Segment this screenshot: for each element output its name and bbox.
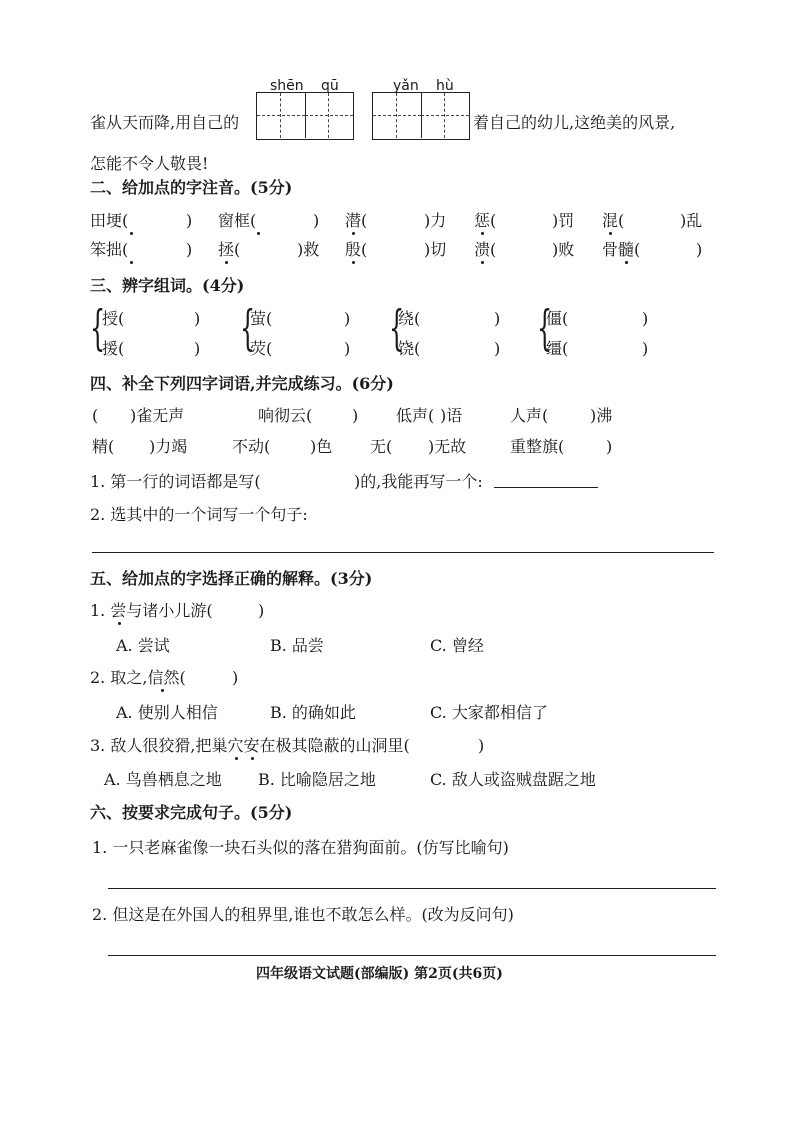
- paren-close: )切: [424, 240, 447, 259]
- word-qianli: 潜(: [345, 211, 368, 230]
- sec5-q3: 3. 敌人很狡猾,把巢穴安在极其隐蔽的山洞里(: [90, 736, 410, 755]
- paren-close: ): [186, 240, 193, 259]
- pinyin-shen: shēn: [270, 78, 304, 94]
- option-a[interactable]: A. 使别人相信: [116, 703, 218, 722]
- char-rao: 绕(: [398, 309, 421, 328]
- idiom-part: )语: [440, 406, 463, 425]
- emphasis-dot: [481, 261, 484, 264]
- option-a[interactable]: A. 鸟兽栖息之地: [104, 770, 222, 789]
- paren-close: ): [352, 406, 359, 425]
- emphasis-dot: [225, 261, 228, 264]
- emphasis-dot: [625, 261, 628, 264]
- char-ying-glow: 荧(: [250, 339, 273, 358]
- emphasis-dot: [161, 689, 164, 692]
- paren-open: (: [92, 406, 99, 425]
- emphasis-dot: [251, 757, 254, 760]
- option-c[interactable]: C. 大家都相信了: [430, 703, 548, 722]
- word-zhengjiu: 拯(: [218, 240, 241, 259]
- sec5-q2: 2. 取之,信然(: [90, 668, 186, 687]
- idiom-part: 响彻云(: [258, 406, 313, 425]
- char-jiang: 僵(: [546, 309, 569, 328]
- page-footer: 四年级语文试题(部编版) 第2页(共6页): [256, 966, 503, 982]
- q1-line-before: 雀从天而降,用自己的: [90, 113, 240, 132]
- sec6-q1: 1. 一只老麻雀像一块石头似的落在猎狗面前。(仿写比喻句): [92, 838, 509, 857]
- brace: {: [90, 300, 106, 356]
- emphasis-dot: [481, 232, 484, 235]
- option-c[interactable]: C. 曾经: [430, 636, 484, 655]
- paren-close: ): [194, 339, 201, 358]
- word-kuibai: 溃(: [474, 240, 497, 259]
- section-6-title: 六、按要求完成句子。(5分): [90, 803, 293, 822]
- q1-line-2: 怎能不令人敬畏!: [90, 154, 209, 173]
- paren-close: ): [696, 240, 703, 259]
- sec4-q1: 1. 第一行的词语都是写(: [90, 472, 261, 491]
- paren-close: )救: [297, 240, 320, 259]
- emphasis-dot: [235, 757, 238, 760]
- paren-close: )力: [424, 211, 447, 230]
- grid-cell[interactable]: [373, 93, 422, 138]
- option-b[interactable]: B. 比喻隐居之地: [258, 770, 376, 789]
- answer-line[interactable]: [92, 552, 714, 553]
- q1-line-after: 着自己的幼儿,这绝美的风景,: [473, 113, 676, 132]
- emphasis-dot: [130, 261, 133, 264]
- word-hunluan: 混(: [602, 211, 625, 230]
- word-tiangeng: 田埂(: [90, 211, 129, 230]
- section-4-title: 四、补全下列四字词语,并完成练习。(6分): [90, 374, 394, 393]
- grid-cell[interactable]: [421, 93, 469, 138]
- emphasis-dot: [257, 232, 260, 235]
- emphasis-dot: [118, 622, 121, 625]
- idiom-part: 低声(: [396, 406, 435, 425]
- pinyin-qu: qū: [321, 78, 339, 94]
- answer-grid-shenqu[interactable]: [256, 92, 354, 140]
- paren-close: ): [344, 339, 351, 358]
- answer-line[interactable]: [108, 888, 716, 889]
- paren-close: )乱: [680, 211, 703, 230]
- emphasis-dot: [352, 261, 355, 264]
- char-yuan: 援(: [102, 339, 125, 358]
- idiom-part: 人声(: [510, 406, 549, 425]
- char-rao-forgive: 饶(: [398, 339, 421, 358]
- grid-cell[interactable]: [257, 93, 306, 138]
- paren-close: ): [606, 437, 613, 456]
- idiom-part: 精(: [92, 437, 115, 456]
- word-chengfa: 惩(: [474, 211, 497, 230]
- word-benzhuo: 笨拙(: [90, 240, 129, 259]
- emphasis-dot: [609, 232, 612, 235]
- pinyin-hu: hù: [436, 78, 454, 94]
- section-2-title: 二、给加点的字注音。(5分): [90, 178, 293, 197]
- paren-close: ): [313, 211, 320, 230]
- char-ying-firefly: 萤(: [250, 309, 273, 328]
- idiom-part: )沸: [590, 406, 613, 425]
- brace: {: [240, 300, 256, 356]
- sec4-q1-tail: )的,我能再写一个:: [354, 472, 483, 491]
- option-a[interactable]: A. 尝试: [116, 636, 170, 655]
- sec6-q2: 2. 但这是在外国人的租界里,谁也不敢怎么样。(改为反问句): [92, 905, 514, 924]
- section-3-title: 三、辨字组词。(4分): [90, 276, 245, 295]
- paren-close: ): [478, 736, 485, 755]
- word-chuangkuang: 窗框(: [218, 211, 257, 230]
- paren-close: ): [642, 309, 649, 328]
- char-shou: 授(: [102, 309, 125, 328]
- word-gusui: 骨髓(: [602, 240, 641, 259]
- sec5-q1: 1. 尝与诸小儿游(: [90, 601, 213, 620]
- option-b[interactable]: B. 的确如此: [270, 703, 356, 722]
- paren-close: ): [186, 211, 193, 230]
- paren-close: ): [494, 339, 501, 358]
- answer-grid-yanhu[interactable]: [372, 92, 470, 140]
- idiom-part: )力竭: [149, 437, 188, 456]
- word-yinqie: 殷(: [345, 240, 368, 259]
- sec4-q2: 2. 选其中的一个词写一个句子:: [90, 505, 308, 524]
- answer-underline[interactable]: [494, 487, 598, 488]
- paren-close: )罚: [552, 211, 575, 230]
- paren-close: ): [232, 668, 239, 687]
- idiom-part: )雀无声: [130, 406, 185, 425]
- paren-close: ): [194, 309, 201, 328]
- paren-close: ): [494, 309, 501, 328]
- idiom-part: )色: [310, 437, 333, 456]
- paren-close: ): [642, 339, 649, 358]
- paren-close: )败: [552, 240, 575, 259]
- paren-close: ): [344, 309, 351, 328]
- emphasis-dot: [130, 232, 133, 235]
- grid-cell[interactable]: [305, 93, 353, 138]
- paren-close: ): [258, 601, 265, 620]
- idiom-part: 重整旗(: [510, 437, 565, 456]
- option-c[interactable]: C. 敌人或盗贼盘踞之地: [430, 770, 596, 789]
- option-b[interactable]: B. 品尝: [270, 636, 324, 655]
- idiom-part: 无(: [370, 437, 393, 456]
- pinyin-yan: yǎn: [393, 78, 419, 94]
- char-jiang-rein: 缰(: [546, 339, 569, 358]
- answer-line[interactable]: [108, 955, 716, 956]
- brace: {: [537, 300, 553, 356]
- brace: {: [389, 300, 405, 356]
- idiom-part: )无故: [428, 437, 467, 456]
- idiom-part: 不动(: [232, 437, 271, 456]
- section-5-title: 五、给加点的字选择正确的解释。(3分): [90, 569, 373, 588]
- emphasis-dot: [352, 232, 355, 235]
